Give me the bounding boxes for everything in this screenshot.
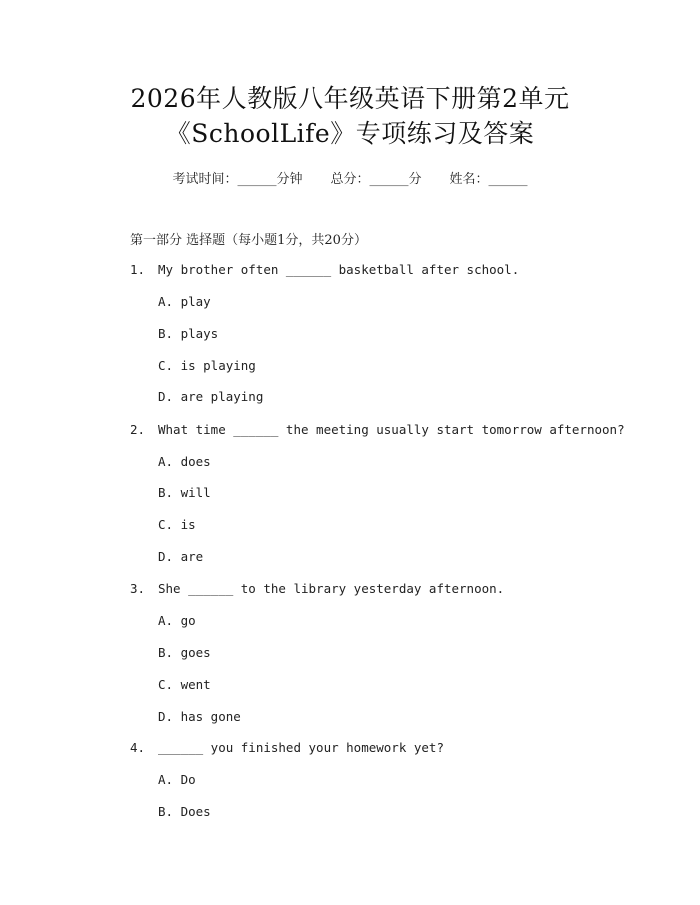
question-text: She ______ to the library yesterday afternoon. bbox=[158, 581, 505, 596]
document-title-line-2: 《SchoolLife》专项练习及答案 bbox=[165, 119, 535, 148]
option-a: A. does bbox=[158, 454, 211, 469]
option-c: C. is bbox=[158, 517, 196, 532]
option-a: A. Do bbox=[158, 772, 196, 787]
question-text: What time ______ the meeting usually start tomorrow afternoon? bbox=[158, 422, 625, 437]
document-title-line-1: 2026年人教版八年级英语下册第2单元 bbox=[130, 84, 570, 113]
question-number: 3. bbox=[130, 581, 146, 596]
option-c: C. went bbox=[158, 677, 211, 692]
option-b: B. will bbox=[158, 485, 211, 500]
option-d: D. has gone bbox=[158, 709, 241, 724]
option-d: D. are bbox=[158, 549, 204, 564]
option-c: C. is playing bbox=[158, 358, 256, 373]
question-number: 1. bbox=[130, 262, 146, 277]
option-d: D. are playing bbox=[158, 389, 264, 404]
option-b: B. goes bbox=[158, 645, 211, 660]
total-score-field: 总分：______分 bbox=[330, 172, 422, 187]
question-number: 4. bbox=[130, 740, 146, 755]
student-name-field: 姓名：______ bbox=[449, 172, 528, 187]
option-b: B. Does bbox=[158, 804, 211, 819]
section-title: 第一部分 选择题（每小题1分，共20分） bbox=[130, 233, 367, 248]
option-a: A. go bbox=[158, 613, 196, 628]
exam-info bbox=[0, 168, 700, 187]
question-text: My brother often ______ basketball after school. bbox=[158, 262, 520, 277]
exam-time-field: 考试时间：______分钟 bbox=[172, 172, 303, 187]
question-number: 2. bbox=[130, 422, 146, 437]
question-text: ______ you finished your homework yet? bbox=[158, 740, 444, 755]
option-a: A. play bbox=[158, 294, 211, 309]
option-b: B. plays bbox=[158, 326, 219, 341]
